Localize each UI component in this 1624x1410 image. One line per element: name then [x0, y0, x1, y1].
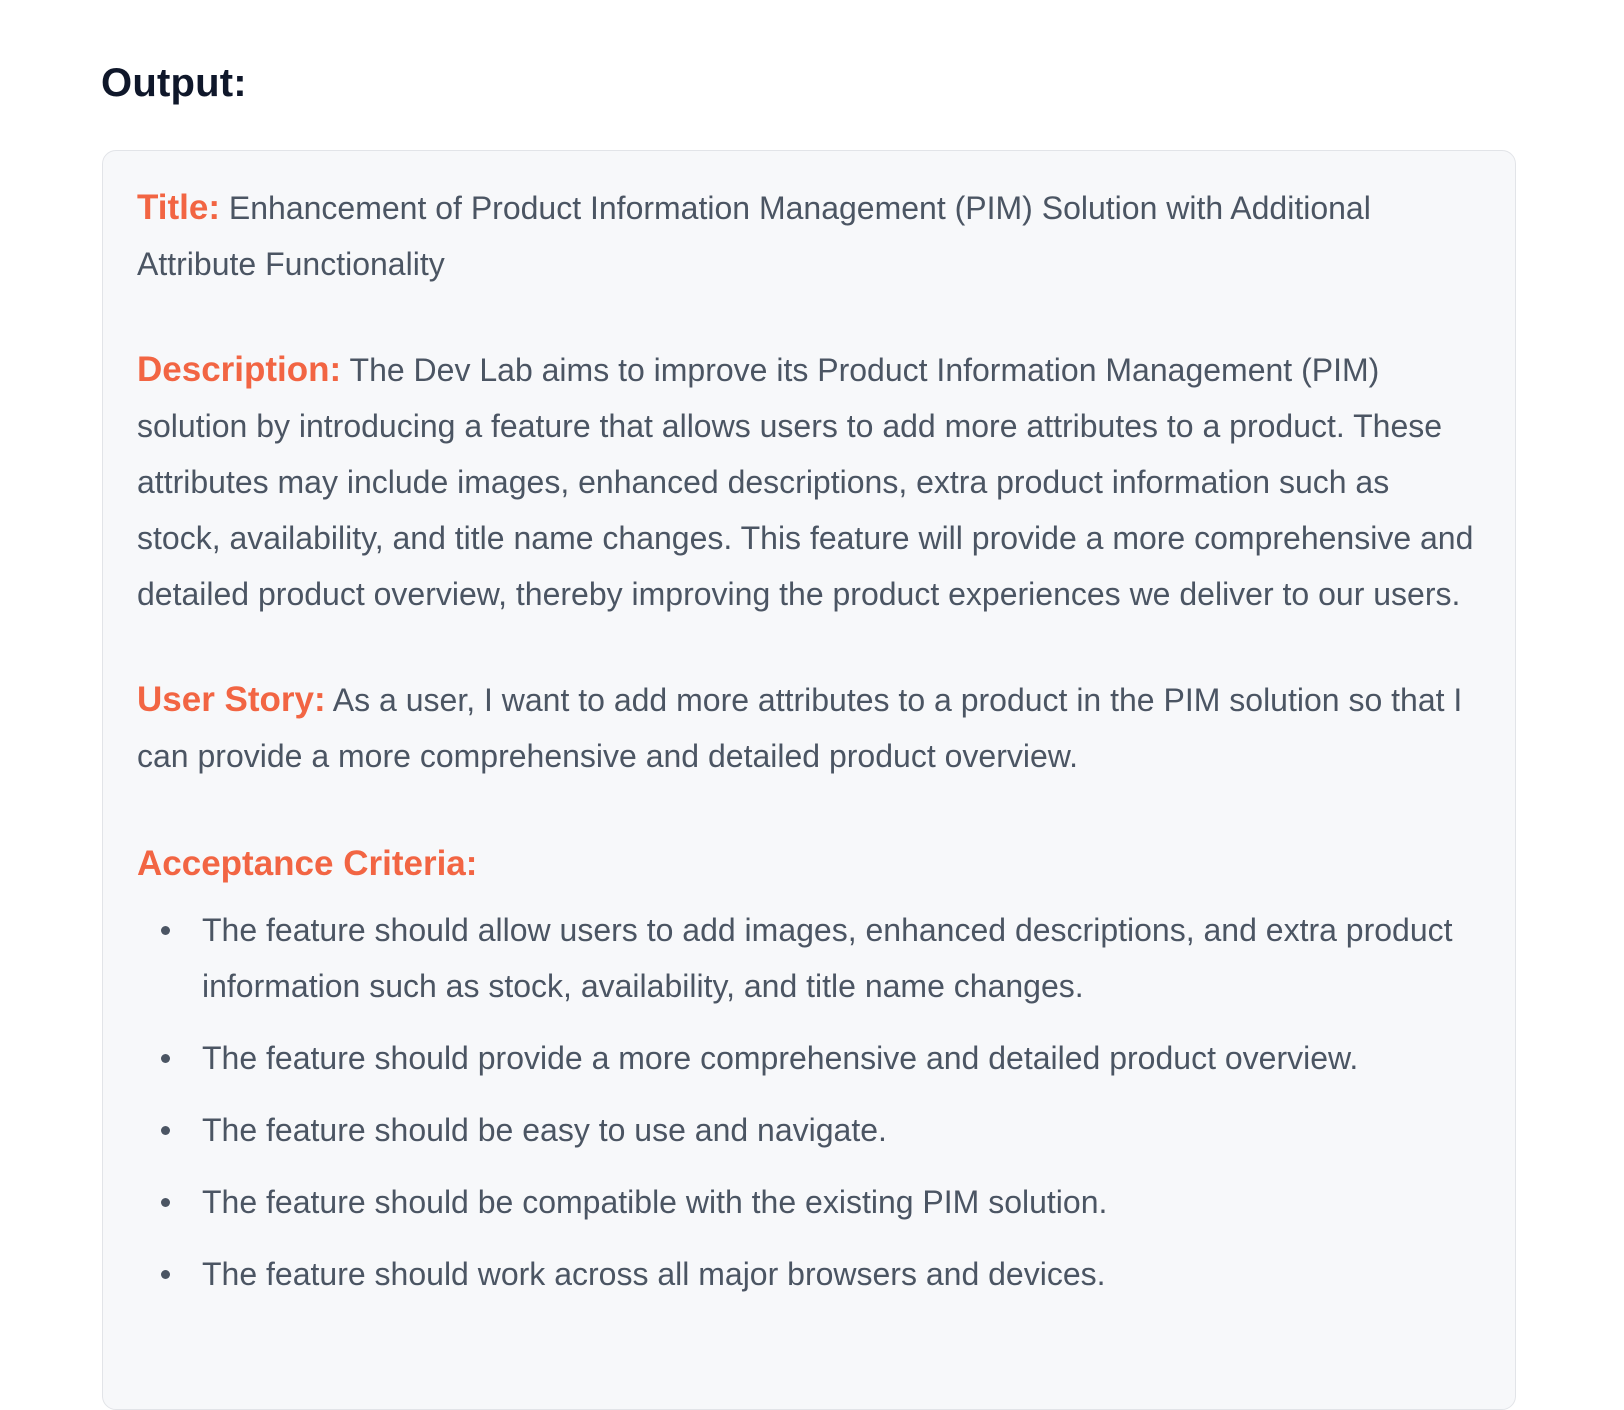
acceptance-criteria-heading: Acceptance Criteria: — [137, 844, 478, 883]
description-label: Description: — [137, 350, 342, 389]
criteria-text: The feature should work across all major browsers and devices. — [202, 1256, 1106, 1292]
criteria-text: The feature should provide a more comprehensive and detailed product overview. — [202, 1040, 1359, 1076]
criteria-text: The feature should be easy to use and navigate. — [202, 1112, 887, 1148]
output-card — [102, 150, 1516, 1410]
list-item — [137, 902, 1481, 1014]
list-item — [137, 1174, 1481, 1230]
title-section — [137, 180, 1481, 292]
bullet-icon — [161, 1054, 170, 1063]
list-item — [137, 1246, 1481, 1302]
criteria-text: The feature should be compatible with the existing PIM solution. — [202, 1184, 1108, 1220]
bullet-icon — [161, 1198, 170, 1207]
output-heading: Output: — [101, 61, 247, 105]
acceptance-criteria-list — [137, 902, 1481, 1302]
bullet-icon — [161, 1126, 170, 1135]
user-story-section — [137, 672, 1481, 784]
list-item — [137, 1102, 1481, 1158]
list-item — [137, 1030, 1481, 1086]
bullet-icon — [161, 1270, 170, 1279]
title-label: Title: — [137, 188, 220, 227]
bullet-icon — [161, 926, 170, 935]
criteria-text: The feature should allow users to add images, enhanced descriptions, and extra product information such as stock, availability, and title name changes. — [202, 912, 1453, 1004]
description-text: The Dev Lab aims to improve its Product Information Management (PIM) solution by introducing a feature that allows users to add more attributes to a product. These attributes may include images, enhanced descriptions, extra product information such as stock, availability, and title name changes. This feature will provide a more comprehensive and detailed product overview, thereby improving the product experiences we deliver to our users. — [137, 352, 1474, 612]
user-story-text: As a user, I want to add more attributes to a product in the PIM solution so that I can provide a more comprehensive and detailed product overview. — [137, 682, 1463, 774]
title-text: Enhancement of Product Information Management (PIM) Solution with Additional Attribute Functionality — [137, 190, 1371, 282]
description-section — [137, 342, 1481, 622]
user-story-label: User Story: — [137, 680, 326, 719]
